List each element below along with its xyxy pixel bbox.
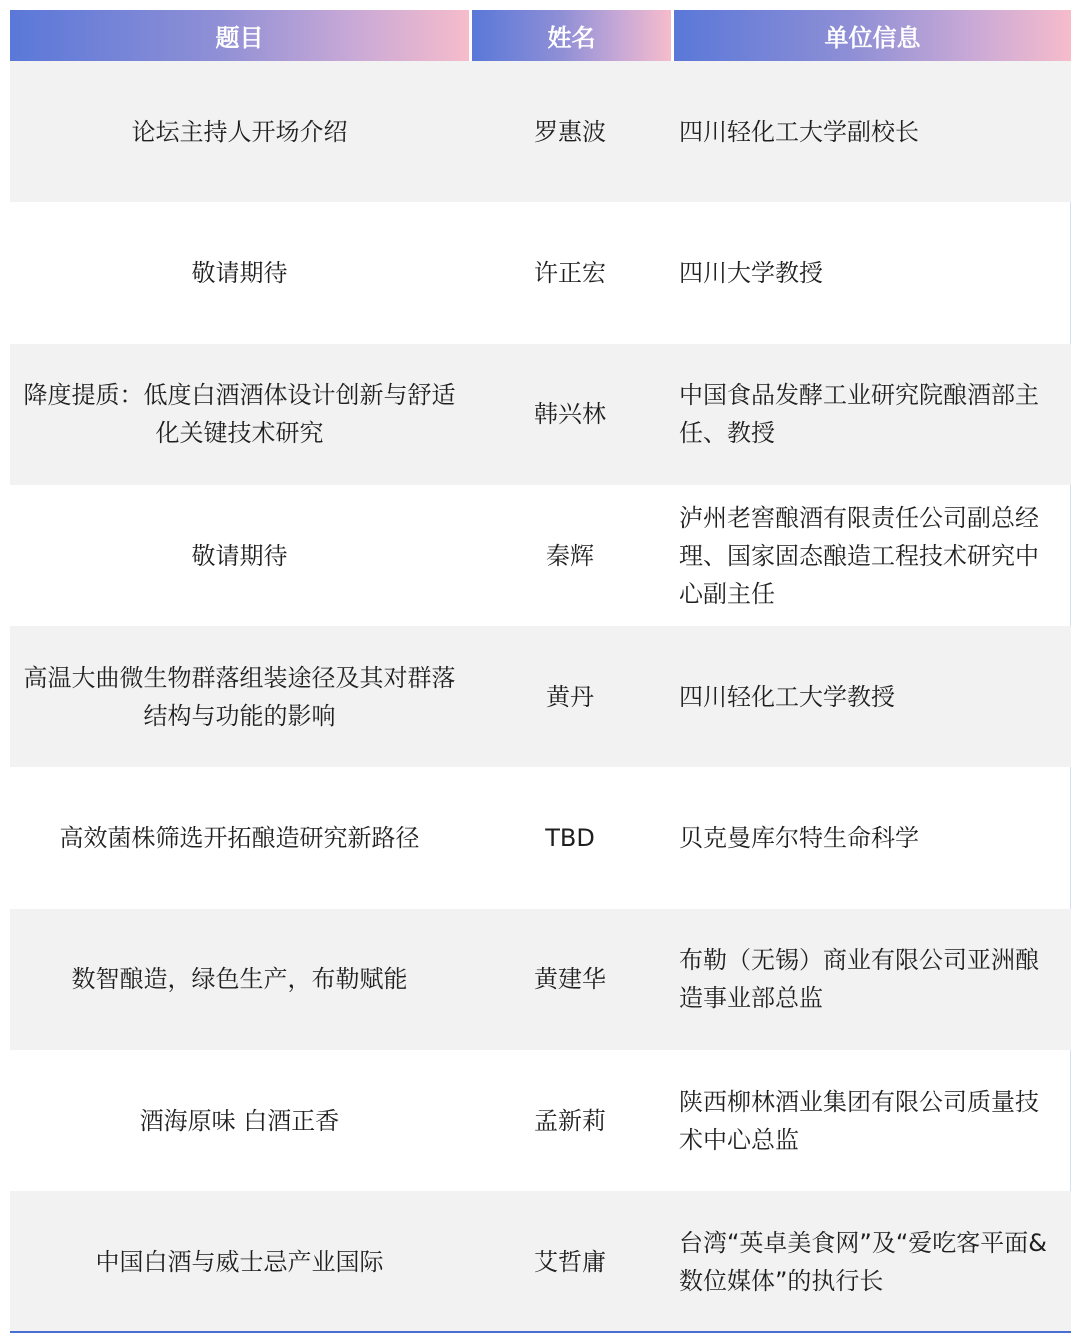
topic-cell: 降度提质：低度白酒酒体设计创新与舒适化关键技术研究 — [23, 381, 456, 448]
org-cell: 四川轻化工大学副校长 — [679, 117, 919, 146]
topic-cell: 酒海原味 白酒正香 — [139, 1106, 340, 1135]
name-cell: TBD — [545, 824, 595, 853]
table-row — [10, 1050, 1071, 1191]
topic-cell: 敬请期待 — [191, 258, 288, 287]
name-cell: 许正宏 — [534, 258, 606, 287]
agenda-table — [10, 10, 1071, 1333]
topic-cell: 中国白酒与威士忌产业国际 — [95, 1248, 384, 1277]
table-row — [10, 485, 1071, 626]
topic-cell: 数智酿造，绿色生产，布勒赋能 — [71, 965, 408, 994]
name-cell: 黄建华 — [534, 965, 606, 994]
table-row — [10, 61, 1071, 202]
name-cell: 罗惠波 — [534, 117, 606, 146]
table-row — [10, 344, 1071, 485]
name-cell: 孟新莉 — [534, 1106, 606, 1135]
org-cell: 陕西柳林酒业集团有限公司质量技术中心总监 — [671, 1050, 1071, 1191]
org-cell: 贝克曼库尔特生命科学 — [671, 767, 1071, 908]
name-cell: 黄丹 — [546, 682, 594, 711]
name-cell: 秦辉 — [546, 541, 594, 570]
header-name: 姓名 — [472, 10, 671, 61]
org-cell: 中国食品发酵工业研究院酿酒部主任、教授 — [679, 381, 1039, 448]
name-cell: 艾哲庸 — [534, 1248, 606, 1277]
table-row — [10, 626, 1071, 767]
org-cell: 布勒（无锡）商业有限公司亚洲酿造事业部总监 — [679, 946, 1039, 1013]
org-cell: 台湾“英卓美食网”及“爱吃客平面&数位媒体”的执行长 — [679, 1229, 1048, 1296]
topic-cell: 高效菌株筛选开拓酿造研究新路径 — [59, 824, 420, 853]
table-row — [10, 1191, 1071, 1332]
topic-cell: 论坛主持人开场介绍 — [131, 117, 348, 146]
org-cell: 泸州老窖酿酒有限责任公司副总经理、国家固态酿造工程技术研究中心副主任 — [671, 485, 1071, 626]
header-topic: 题目 — [10, 10, 469, 61]
org-cell: 四川大学教授 — [671, 202, 1071, 343]
table-header — [10, 10, 1071, 61]
topic-cell: 高温大曲微生物群落组装途径及其对群落结构与功能的影响 — [23, 663, 456, 730]
table-row — [10, 202, 1071, 343]
header-org: 单位信息 — [674, 10, 1071, 61]
table-bottom-rule — [10, 1331, 1071, 1333]
org-cell: 四川轻化工大学教授 — [679, 682, 895, 711]
table-row — [10, 767, 1071, 908]
table-row — [10, 909, 1071, 1050]
topic-cell: 敬请期待 — [191, 541, 288, 570]
name-cell: 韩兴林 — [534, 400, 606, 429]
